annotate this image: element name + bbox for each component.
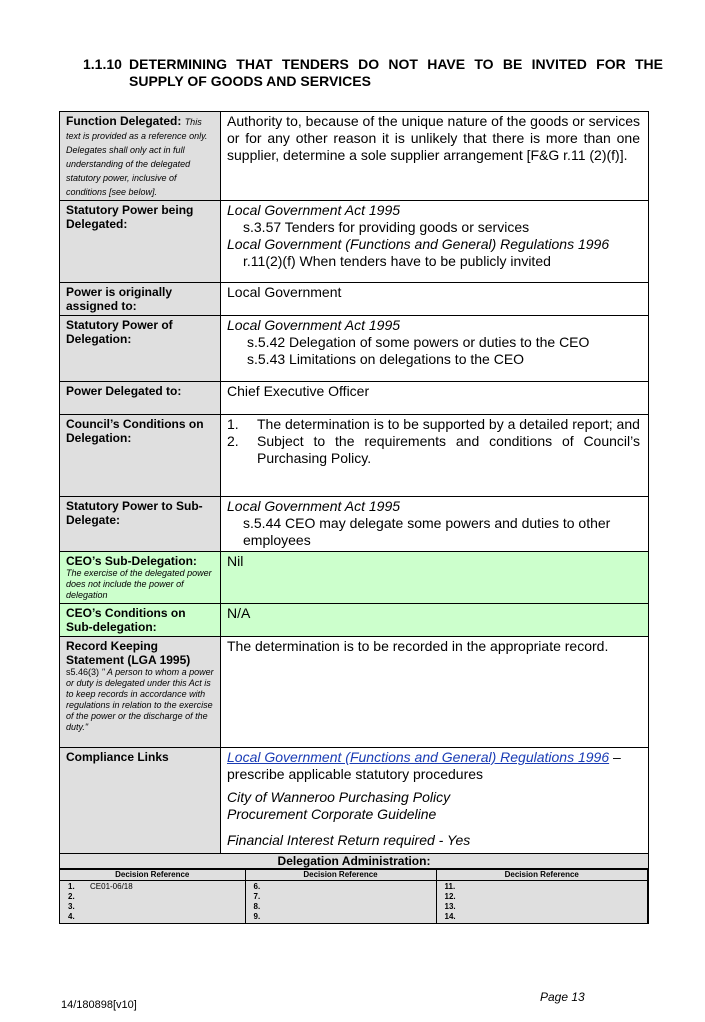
label-ceo-conditions: CEO’s Conditions on Sub-delegation: — [60, 604, 221, 637]
heading-line-2: SUPPLY OF GOODS AND SERVICES — [129, 73, 371, 89]
record-keeping-value: The determination is to be recorded in the appropriate record. — [221, 637, 649, 748]
decision-reference-table — [60, 869, 648, 923]
row-statutory-power — [60, 201, 649, 283]
decision-ref-value: CE01-06/18 — [90, 882, 133, 891]
decision-ref-column-1: 1. CE01-06/18 2. 3. 4. — [60, 881, 245, 924]
statutory-act-1-item: s.3.57 Tenders for providing goods or services — [243, 219, 530, 235]
document-id: 14/180898[v10] — [61, 999, 137, 1011]
row-power-of-delegation — [60, 316, 649, 382]
decision-ref-header: Decision Reference — [245, 870, 436, 881]
row-record-keeping — [60, 637, 649, 748]
power-assigned-value: Local Government — [221, 283, 649, 316]
row-function-delegated — [60, 112, 649, 201]
ceo-sub-delegation-note: The exercise of the delegated power does not include the power of delegation — [66, 568, 212, 600]
function-note: This text is provided as a reference only. Delegates shall only act in full understanding of the delegated statutory power, inclusive of conditions [see below]. — [66, 117, 208, 197]
administration-title: Delegation Administration: — [60, 854, 649, 869]
delegated-to-value: Chief Executive Officer — [221, 382, 649, 415]
row-delegated-to — [60, 382, 649, 415]
row-compliance — [60, 748, 649, 854]
record-keeping-ref: s5.46(3) — [66, 667, 100, 677]
ceo-conditions-value: N/A — [221, 604, 649, 637]
row-ceo-sub-delegation — [60, 552, 649, 604]
row-ceo-conditions — [60, 604, 649, 637]
regulations-link-suffix: – prescribe applicable statutory procedures — [227, 749, 621, 782]
label-statutory-power: Statutory Power being Delegated: — [60, 201, 221, 283]
label-record-keeping: Record Keeping Statement (LGA 1995) — [66, 639, 191, 667]
delegation-act: Local Government Act 1995 — [227, 317, 401, 333]
page-number: Page 13 — [540, 990, 585, 1004]
row-council-conditions — [60, 415, 649, 497]
row-power-assigned — [60, 283, 649, 316]
decision-ref-header: Decision Reference — [60, 870, 245, 881]
row-administration-title — [60, 854, 649, 869]
compliance-policy-1: City of Wanneroo Purchasing Policy — [227, 789, 451, 805]
label-delegated-to: Power Delegated to: — [60, 382, 221, 415]
statutory-act-2: Local Government (Functions and General) Regulations 1996 — [227, 236, 610, 252]
label-ceo-sub-delegation: CEO’s Sub-Delegation: — [66, 554, 197, 568]
delegation-item-2: s.5.43 Limitations on delegations to the CEO — [247, 351, 525, 367]
sub-delegate-item: s.5.44 CEO may delegate some powers and duties to other employees — [243, 515, 611, 548]
council-conditions-list — [227, 416, 640, 467]
decision-ref-column-3: 11. 12. 13. 14. — [436, 881, 648, 924]
financial-interest: Financial Interest Return required - Yes — [227, 832, 471, 848]
label-compliance: Compliance Links — [60, 748, 221, 854]
function-value: Authority to, because of the unique nature of the goods or services or for any other reason it is unlikely that there is more than one supplier, determine a sole supplier arrangement [F&G r.11 (2)(f)]. — [221, 112, 649, 201]
label-sub-delegate-power: Statutory Power to Sub-Delegate: — [60, 497, 221, 552]
row-administration — [60, 869, 649, 924]
label-function-delegated: Function Delegated: — [66, 114, 182, 128]
ceo-sub-delegation-value: Nil — [221, 552, 649, 604]
label-council-conditions: Council’s Conditions on Delegation: — [60, 415, 221, 497]
regulations-link[interactable]: Local Government (Functions and General) Regulations 1996 — [227, 749, 610, 765]
delegation-table — [59, 111, 649, 924]
label-power-of-delegation: Statutory Power of Delegation: — [60, 316, 221, 382]
condition-item: 2. Subject to the requirements and conditions of Council’s Purchasing Policy. — [227, 433, 640, 466]
statutory-act-2-item: r.11(2)(f) When tenders have to be publicly invited — [243, 253, 551, 269]
decision-ref-header: Decision Reference — [436, 870, 648, 881]
label-power-assigned: Power is originally assigned to: — [60, 283, 221, 316]
statutory-act-1: Local Government Act 1995 — [227, 202, 401, 218]
record-keeping-note: " A person to whom a power or duty is delegated under this Act is to keep records in accordance with regulations in relation to the exercise of the power or the discharge of the duty." — [66, 667, 214, 732]
sub-delegate-act: Local Government Act 1995 — [227, 498, 401, 514]
compliance-policy-2: Procurement Corporate Guideline — [227, 806, 437, 822]
decision-ref-column-2: 6. 7. 8. 9. — [245, 881, 436, 924]
section-heading — [83, 56, 663, 90]
section-number: 1.1.10 — [83, 56, 122, 72]
row-sub-delegate-power — [60, 497, 649, 552]
condition-item: 1. The determination is to be supported by a detailed report; and — [227, 416, 640, 432]
heading-line-1: DETERMINING THAT TENDERS DO NOT HAVE TO BE INVITED FOR THE — [129, 56, 663, 72]
delegation-item-1: s.5.42 Delegation of some powers or duties to the CEO — [247, 334, 590, 350]
